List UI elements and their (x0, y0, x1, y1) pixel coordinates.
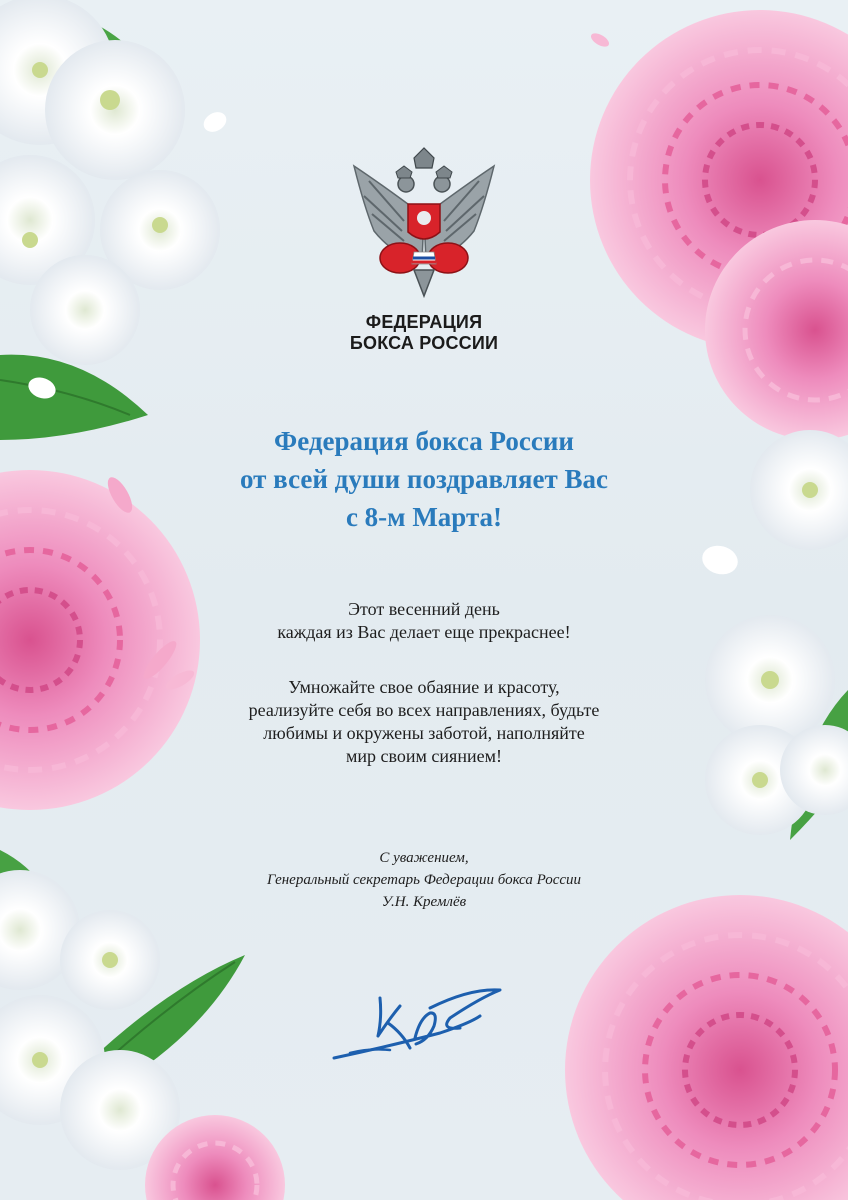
greeting-title-line: с 8-м Марта! (345, 502, 503, 532)
greeting-paragraph-1 (180, 598, 668, 644)
paragraph-line: Умножайте свое обаяние и красоту, (288, 677, 560, 697)
greeting-paragraph-2 (180, 676, 668, 768)
paragraph-line: Этот весенний день (348, 599, 500, 619)
closing-block (170, 847, 678, 913)
closing-position: Генеральный секретарь Федерации бокса России (266, 872, 582, 888)
white-flowers-right (705, 430, 848, 835)
paragraph-line: любимы и окружены заботой, наполняйте (263, 723, 585, 743)
organization-name (280, 312, 568, 354)
pink-flower-top-right (590, 10, 848, 440)
organization-name-line1: ФЕДЕРАЦИЯ (365, 312, 483, 332)
paragraph-line: мир своим сиянием! (346, 746, 502, 766)
handwritten-signature-icon (330, 978, 510, 1068)
greeting-title-line: Федерация бокса России (274, 426, 574, 456)
federation-logo (344, 146, 504, 306)
pink-flower-bottom-right (565, 895, 848, 1200)
paragraph-line: каждая из Вас делает еще прекраснее! (277, 622, 571, 642)
white-flowers-top-left (0, 0, 220, 365)
paragraph-line: реализуйте себя во всех направлениях, будьте (248, 700, 600, 720)
closing-name: У.Н. Кремлёв (381, 894, 467, 910)
pink-flower-left (0, 470, 200, 810)
greeting-title-line: от всей души поздравляет Вас (240, 464, 608, 494)
double-headed-eagle-emblem-icon (344, 146, 504, 306)
closing-regards: С уважением, (379, 850, 469, 866)
greeting-title (180, 422, 668, 536)
organization-name-line2: БОКСА РОССИИ (349, 333, 499, 353)
